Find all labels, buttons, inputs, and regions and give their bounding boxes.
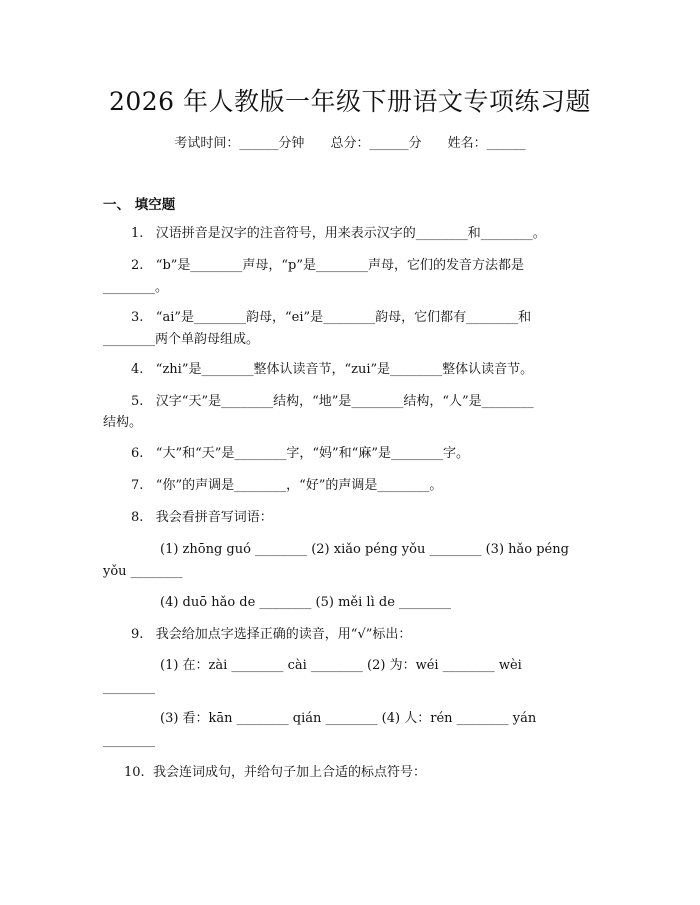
question-9-items-row-2-continued: ________ <box>103 733 155 748</box>
question-4: 4. “zhi”是________整体认读音节，“zui”是________整体认读音节。 <box>131 362 534 377</box>
question-9: 9. 我会给加点字选择正确的读音，用“√”标出： <box>131 627 412 642</box>
question-8-items-row-2: (4) duō hǎo de ________ (5) měi lì de ________ <box>160 595 452 610</box>
question-5: 5. 汉字“天”是________结构，“地”是________结构，“人”是________ <box>131 394 534 409</box>
total-score-field: 总分：______分 <box>330 136 422 151</box>
question-9-items-row-2: (3) 看：kān ________ qián ________ (4) 人：rén ________ yán <box>160 711 537 726</box>
question-8: 8. 我会看拼音写词语： <box>131 510 273 525</box>
question-8-items-row-1-continued: yǒu ________ <box>103 564 183 579</box>
question-2: 2. “b”是________声母，“p”是________声母，它们的发音方法都是 <box>131 258 525 273</box>
question-2-continued: ________。 <box>103 280 169 295</box>
question-3: 3. “ai”是________韵母，“ei”是________韵母，它们都有________和 <box>131 310 532 325</box>
question-5-continued: 结构。 <box>103 415 143 430</box>
question-6: 6. “大”和“天”是________字，“妈”和“麻”是________字。 <box>131 446 469 461</box>
exam-time-field: 考试时间：______分钟 <box>174 136 305 151</box>
question-3-continued: ________两个单韵母组成。 <box>103 332 260 347</box>
question-7: 7. “你”的声调是________，“好”的声调是________。 <box>131 478 443 493</box>
question-9-items-row-1-continued: ________ <box>103 680 155 695</box>
question-9-items-row-1: (1) 在：zài ________ cài ________ (2) 为：wéi ________ wèi <box>160 658 522 673</box>
page-title: 2026 年人教版一年级下册语文专项练习题 <box>108 87 592 116</box>
question-10: 10. 我会连词成句，并给句子加上合适的标点符号： <box>124 765 426 780</box>
student-name-field: 姓名：______ <box>447 136 526 151</box>
exam-info-row <box>0 132 700 151</box>
question-8-items-row-1: (1) zhōng guó ________ (2) xiǎo péng yǒu ________ (3) hǎo péng <box>160 542 569 557</box>
section-heading-fill-blank: 一、 填空题 <box>103 197 176 213</box>
question-1: 1. 汉语拼音是汉字的注音符号，用来表示汉字的________和________。 <box>131 226 546 241</box>
